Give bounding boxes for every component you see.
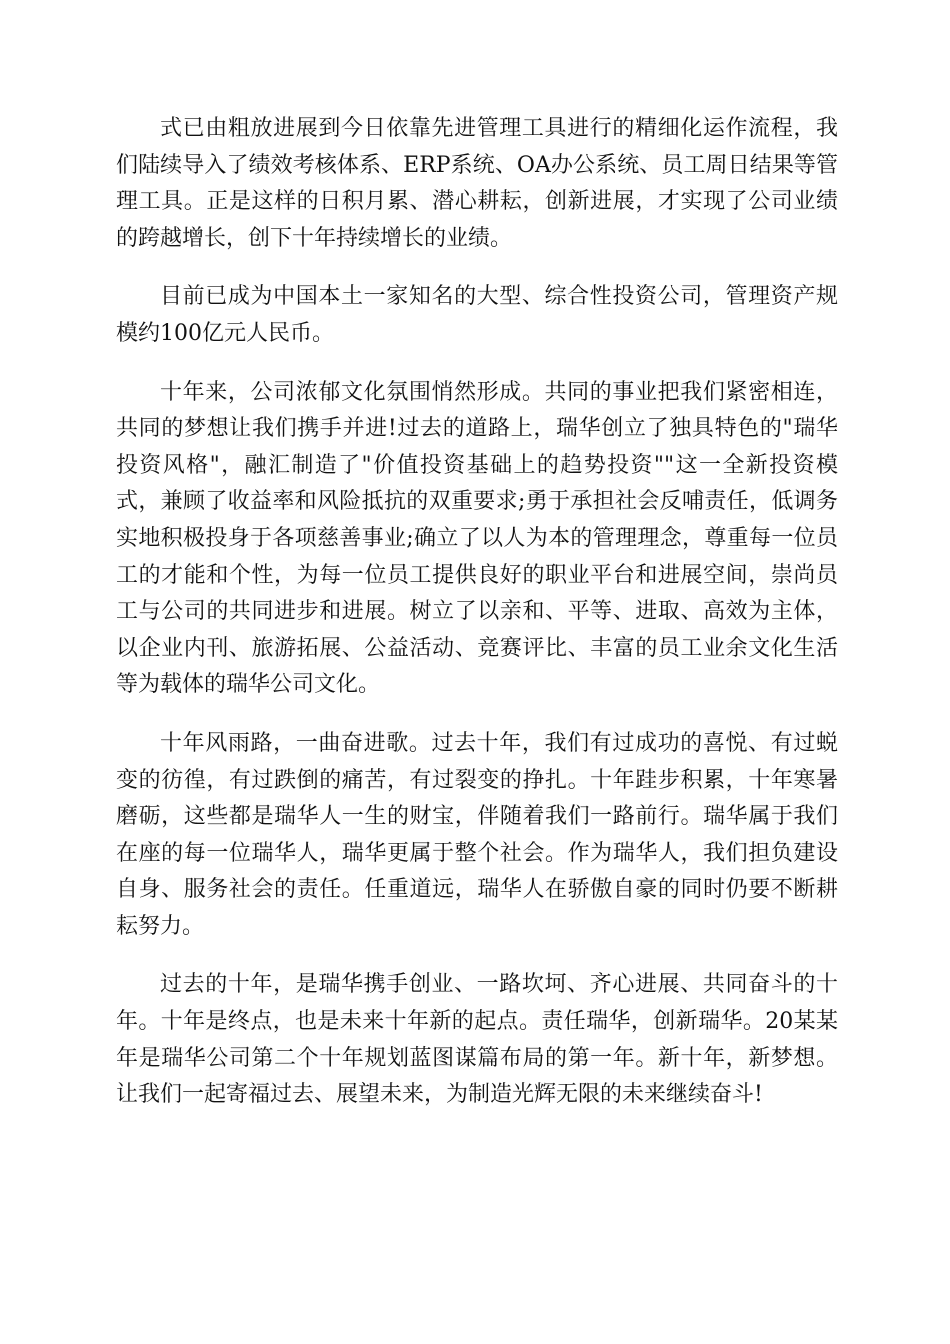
paragraph-2: 目前已成为中国本土一家知名的大型、综合性投资公司，管理资产规模约100亿元人民币。: [116, 284, 838, 346]
document-body: [116, 111, 838, 1136]
paragraph-4: 十年风雨路，一曲奋进歌。过去十年，我们有过成功的喜悦、有过蜕变的彷徨，有过跌倒的痛苦，有过裂变的挣扎。十年跬步积累，十年寒暑磨砺，这些都是瑞华人一生的财宝，伴随着我们一路前行。瑞华属于我们在座的每一位瑞华人，瑞华更属于整个社会。作为瑞华人，我们担负建设自身、服务社会的责任。任重道远，瑞华人在骄傲自豪的同时仍要不断耕耘努力。: [116, 730, 838, 939]
paragraph-1: 式已由粗放进展到今日依靠先进管理工具进行的精细化运作流程，我们陆续导入了绩效考核体系、ERP系统、OA办公系统、员工周日结果等管理工具。正是这样的日积月累、潜心耕耘，创新进展，才实现了公司业绩的跨越增长，创下十年持续增长的业绩。: [116, 116, 838, 251]
paragraph-5: 过去的十年，是瑞华携手创业、一路坎坷、齐心进展、共同奋斗的十年。十年是终点，也是未来十年新的起点。责任瑞华，创新瑞华。20某某年是瑞华公司第二个十年规划蓝图谋篇布局的第一年。新十年，新梦想。让我们一起寄福过去、展望未来，为制造光辉无限的未来继续奋斗!: [116, 972, 838, 1108]
paragraph-3: 十年来，公司浓郁文化氛围悄然形成。共同的事业把我们紧密相连，共同的梦想让我们携手并进!过去的道路上，瑞华创立了独具特色的"瑞华投资风格"，融汇制造了"价值投资基础上的趋势投资""这一全新投资模式，兼顾了收益率和风险抵抗的双重要求;勇于承担社会反哺责任，低调务实地积极投身于各项慈善事业;确立了以人为本的管理理念，尊重每一位员工的才能和个性，为每一位员工提供良好的职业平台和进展空间，崇尚员工与公司的共同进步和进展。树立了以亲和、平等、进取、高效为主体，以企业内刊、旅游拓展、公益活动、竞赛评比、丰富的员工业余文化生活等为载体的瑞华公司文化。: [116, 379, 838, 698]
